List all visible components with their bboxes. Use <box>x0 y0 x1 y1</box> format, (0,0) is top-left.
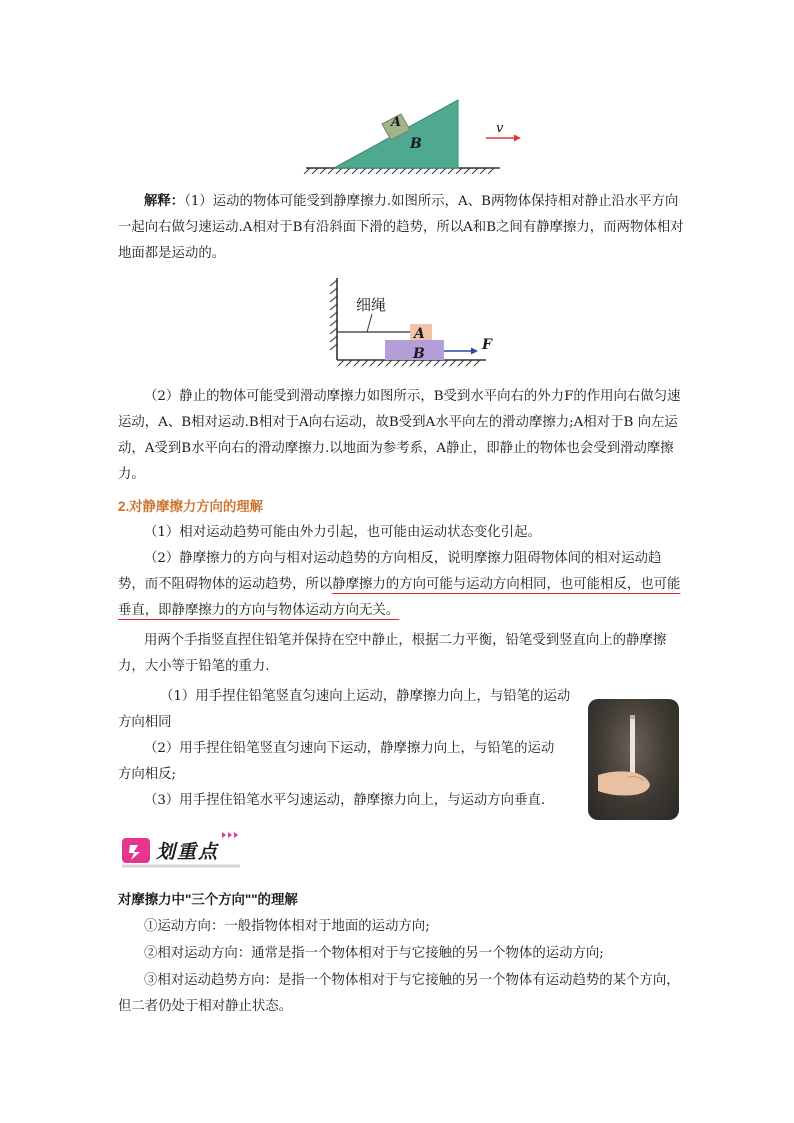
badge-icon-bg <box>122 838 150 863</box>
triangle-icon <box>228 832 232 838</box>
key-points-badge <box>118 829 246 869</box>
pencil-hand-image <box>588 699 679 820</box>
explanation-lead: 解释： <box>144 193 185 209</box>
summary-point-2: ②相对运动方向：通常是指一个物体相对于与它接触的另一个物体的运动方向; <box>144 946 604 961</box>
pencil-photo <box>588 699 679 820</box>
incline-figure <box>300 96 530 174</box>
static-friction-text: （2）静摩擦力的方向与相对运动趋势的方向相反，说明摩擦力阻碍物体间的相对运动趋势，而不阻碍物体的运动趋势，所以 <box>118 551 662 592</box>
ground-hatch <box>304 168 500 174</box>
label-b: B <box>413 346 425 362</box>
rope-label: 细绳 <box>356 296 387 314</box>
paragraph-pencil-example: 用两个手指竖直捏住铅笔并保持在空中静止，根据二力平衡，铅笔受到竖直向上的静摩擦力，大小等于铅笔的重力. <box>118 633 667 674</box>
explanation-text-1: （1）运动的物体可能受到静摩擦力.如图所示，A、B两物体保持相对静止沿水平方向一起向右做匀速运动.A相对于B有沿斜面下滑的趋势，所以A和B之间有静摩擦力，而两物体相对地面都是运动的。 <box>118 194 684 261</box>
summary-point-1: ①运动方向：一般指物体相对于地面的运动方向; <box>144 919 430 934</box>
case-3: （3）用手捏住铅笔水平匀速运动，静摩擦力向上，与运动方向垂直. <box>144 793 546 808</box>
label-a: A <box>414 326 425 342</box>
paragraph-explanation-2: （2）静止的物体可能受到滑动摩擦力如图所示，B受到水平向右的外力F的作用向右做匀速运动，A、B相对运动.B相对于A向右运动，故B受到A水平向左的滑动摩擦力;A相对于B 向左运动，A受到B水平向右的滑动摩擦力.以地面为参考系，A静止，即静止的物体也会受到滑动摩擦力。 <box>118 389 681 482</box>
summary-title: 对摩擦力中"三个方向""的理解 <box>118 892 298 907</box>
paragraph-explanation-1 <box>118 188 684 267</box>
rope-pointer <box>367 314 372 332</box>
paragraph-relative-motion: （1）相对运动趋势可能由外力引起，也可能由运动状态变化引起。 <box>144 525 541 540</box>
velocity-arrowhead <box>514 135 521 142</box>
case-2-line-1: （2）用手捏住铅笔竖直匀速向下运动，静摩擦力向上，与铅笔的运动 <box>144 741 555 756</box>
label-b: B <box>410 136 422 152</box>
paragraph-static-friction-direction <box>118 546 684 624</box>
force-arrowhead <box>471 348 478 355</box>
section-heading-2: 2.对静摩擦力方向的理解 <box>118 499 264 514</box>
underlined-conclusion: 静摩擦力的方向可能与运动方向相同，也可能相反，也可能垂直，即静摩擦力的方向与物体运动方向无关。 <box>118 577 681 618</box>
summary-point-3: ③相对运动趋势方向：是指一个物体相对于与它接触的另一个物体有运动趋势的某个方向，但二者仍处于相对静止状态。 <box>118 973 680 1014</box>
case-1-line-1: （1）用手捏住铅笔竖直匀速向上运动，静摩擦力向上，与铅笔的运动 <box>160 689 571 704</box>
case-2-line-2: 方向相反; <box>118 767 177 782</box>
badge-label: 划重点 <box>156 842 220 863</box>
floor-hatch <box>337 360 486 366</box>
case-1-line-2: 方向相同 <box>118 715 172 730</box>
label-a: A <box>391 115 402 130</box>
triangle-icon <box>222 832 226 838</box>
label-f: F <box>482 337 492 353</box>
wall-hatch <box>330 278 337 360</box>
rope-blocks-figure <box>318 272 498 370</box>
triangle-icon <box>234 832 238 838</box>
label-v: v <box>496 121 504 136</box>
pencil-cases-list <box>118 684 580 814</box>
